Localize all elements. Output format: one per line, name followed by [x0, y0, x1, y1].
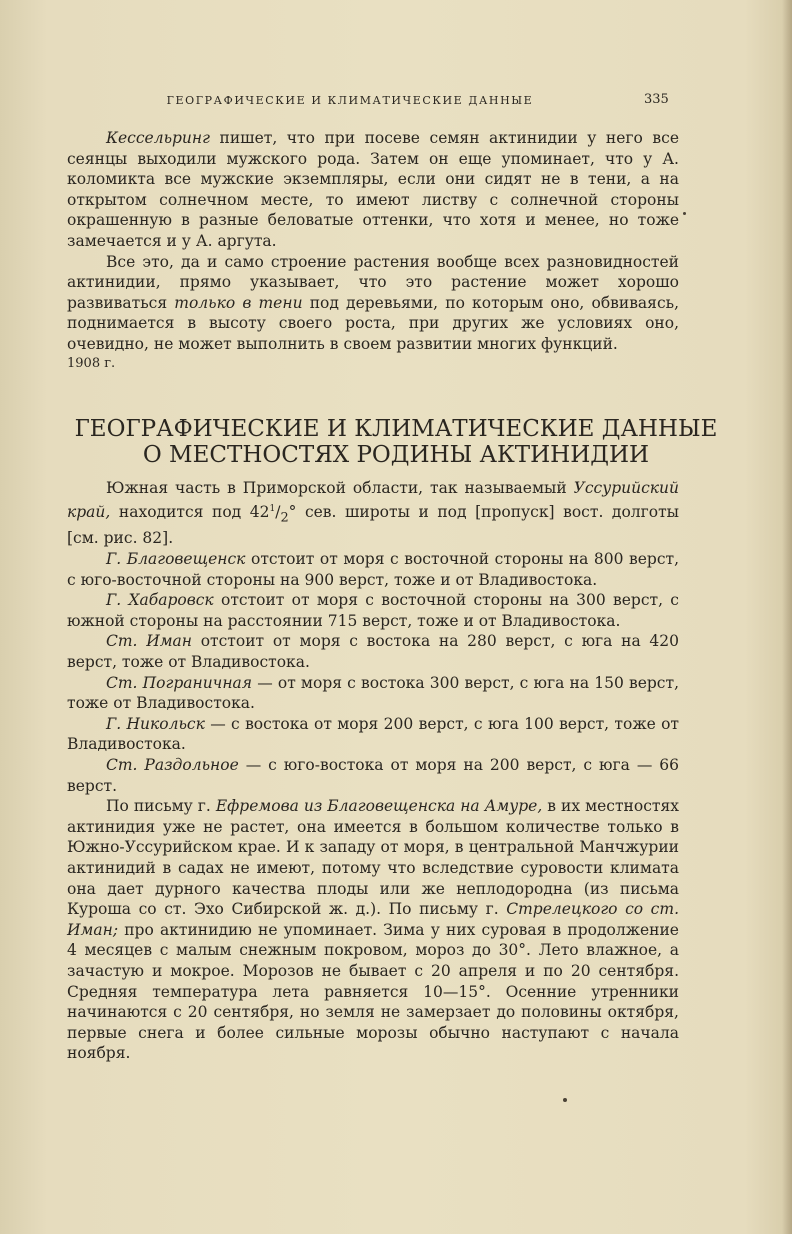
- intro-paragraph-1: Кессельринг пишет, что при посеве семян актинидии у него все сеянцы выходили мужского рода. Затем он еще упоминает, что у А. коломикта все мужские экземпляры, если они сидят не в тени, а на открытом солнечном месте, то имеют листву с солнечной стороны окрашенную в разные беловатые оттенки, что хотя и менее, но тоже замечается и у А. аргута.: [67, 129, 679, 250]
- section-text: [67, 478, 679, 1064]
- date-line: 1908 г.: [67, 356, 116, 371]
- page-number: 335: [644, 92, 669, 107]
- section-paragraph-3: Г. Хабаровск отстоит от моря с восточной стороны на 300 верст, с южной стороны на расстоянии 715 верст, тоже и от Владивостока.: [67, 591, 679, 630]
- author-name: Кессельринг: [106, 129, 210, 147]
- section-paragraph-1: Южная часть в Приморской области, так называемый Уссурийский край, находится под $42^1/_2^\circ$ сев. широты и под [пропуск] вост. долготы [см. рис. 82].: [67, 479, 680, 548]
- page-edge-shadow: [782, 0, 792, 1234]
- paper-speck: [683, 212, 686, 215]
- section-title: ГЕОГРАФИЧЕСКИЕ И КЛИМАТИЧЕСКИЕ ДАННЫЕ О МЕСТНОСТЯХ РОДИНЫ АКТИНИДИИ: [74, 416, 718, 468]
- section-paragraph-2: Г. Благовещенск отстоит от моря с восточной стороны на 800 верст, с юго-восточной стороны на 900 верст, тоже и от Владивостока.: [67, 550, 679, 589]
- section-paragraph-4: Ст. Иман отстоит от моря с востока на 280 верст, с юга на 420 верст, тоже от Владивостока.: [67, 632, 679, 671]
- paper-speck: [563, 1098, 567, 1102]
- intro-text: [67, 128, 679, 355]
- intro-paragraph-2: Все это, да и само строение растения вообще всех разновидностей актинидии, прямо указывает, что это растение может хорошо развиваться только в тени под деревьями, по которым оно, обвиваясь, поднимается в высоту своего роста, при других же условиях оно, очевидно, не может выполнить в своем развитии многих функций.: [67, 252, 679, 353]
- section-paragraph-6: Г. Никольск — с востока от моря 200 верст, с юга 100 верст, тоже от Владивостока.: [67, 714, 680, 754]
- section-paragraph-7: Ст. Раздольное — с юго-востока от моря на 200 верст, с юга — 66 верст.: [67, 755, 680, 795]
- running-head: ГЕОГРАФИЧЕСКИЕ И КЛИМАТИЧЕСКИЕ ДАННЫЕ: [166, 94, 534, 107]
- section-paragraph-5: Ст. Пограничная — от моря с востока 300 верст, с юга на 150 верст, тоже от Владивостока.: [67, 673, 679, 713]
- section-paragraph-8: По письму г. Ефремова из Благовещенска на Амуре, в их местностях актинидия уже не растет, она имеется в большом количестве только в Южно-Уссурийском крае. И к западу от моря, в центральной Манчжурии актинидий в садах не имеют, потому что вследствие суровости климата она дает дурного качества плоды или же неплодородна (из письма Куроша со ст. Эхо Сибирской ж. д.). По письму г. Стрелецкого со ст. Иман; про актинидию не упоминает. Зима у них суровая в продолжение 4 месяцев с малым снежным покровом, мороз до 30°. Лето влажное, а зачастую и мокрое. Морозов не бывает с 20 апреля и по 20 сентября. Средняя температура лета равняется 10—15°. Осенние утренники начинаются с 20 сентября, но земля не замерзает до половины октября, первые снега и более сильные морозы обычно наступают с начала ноября.: [67, 797, 679, 1063]
